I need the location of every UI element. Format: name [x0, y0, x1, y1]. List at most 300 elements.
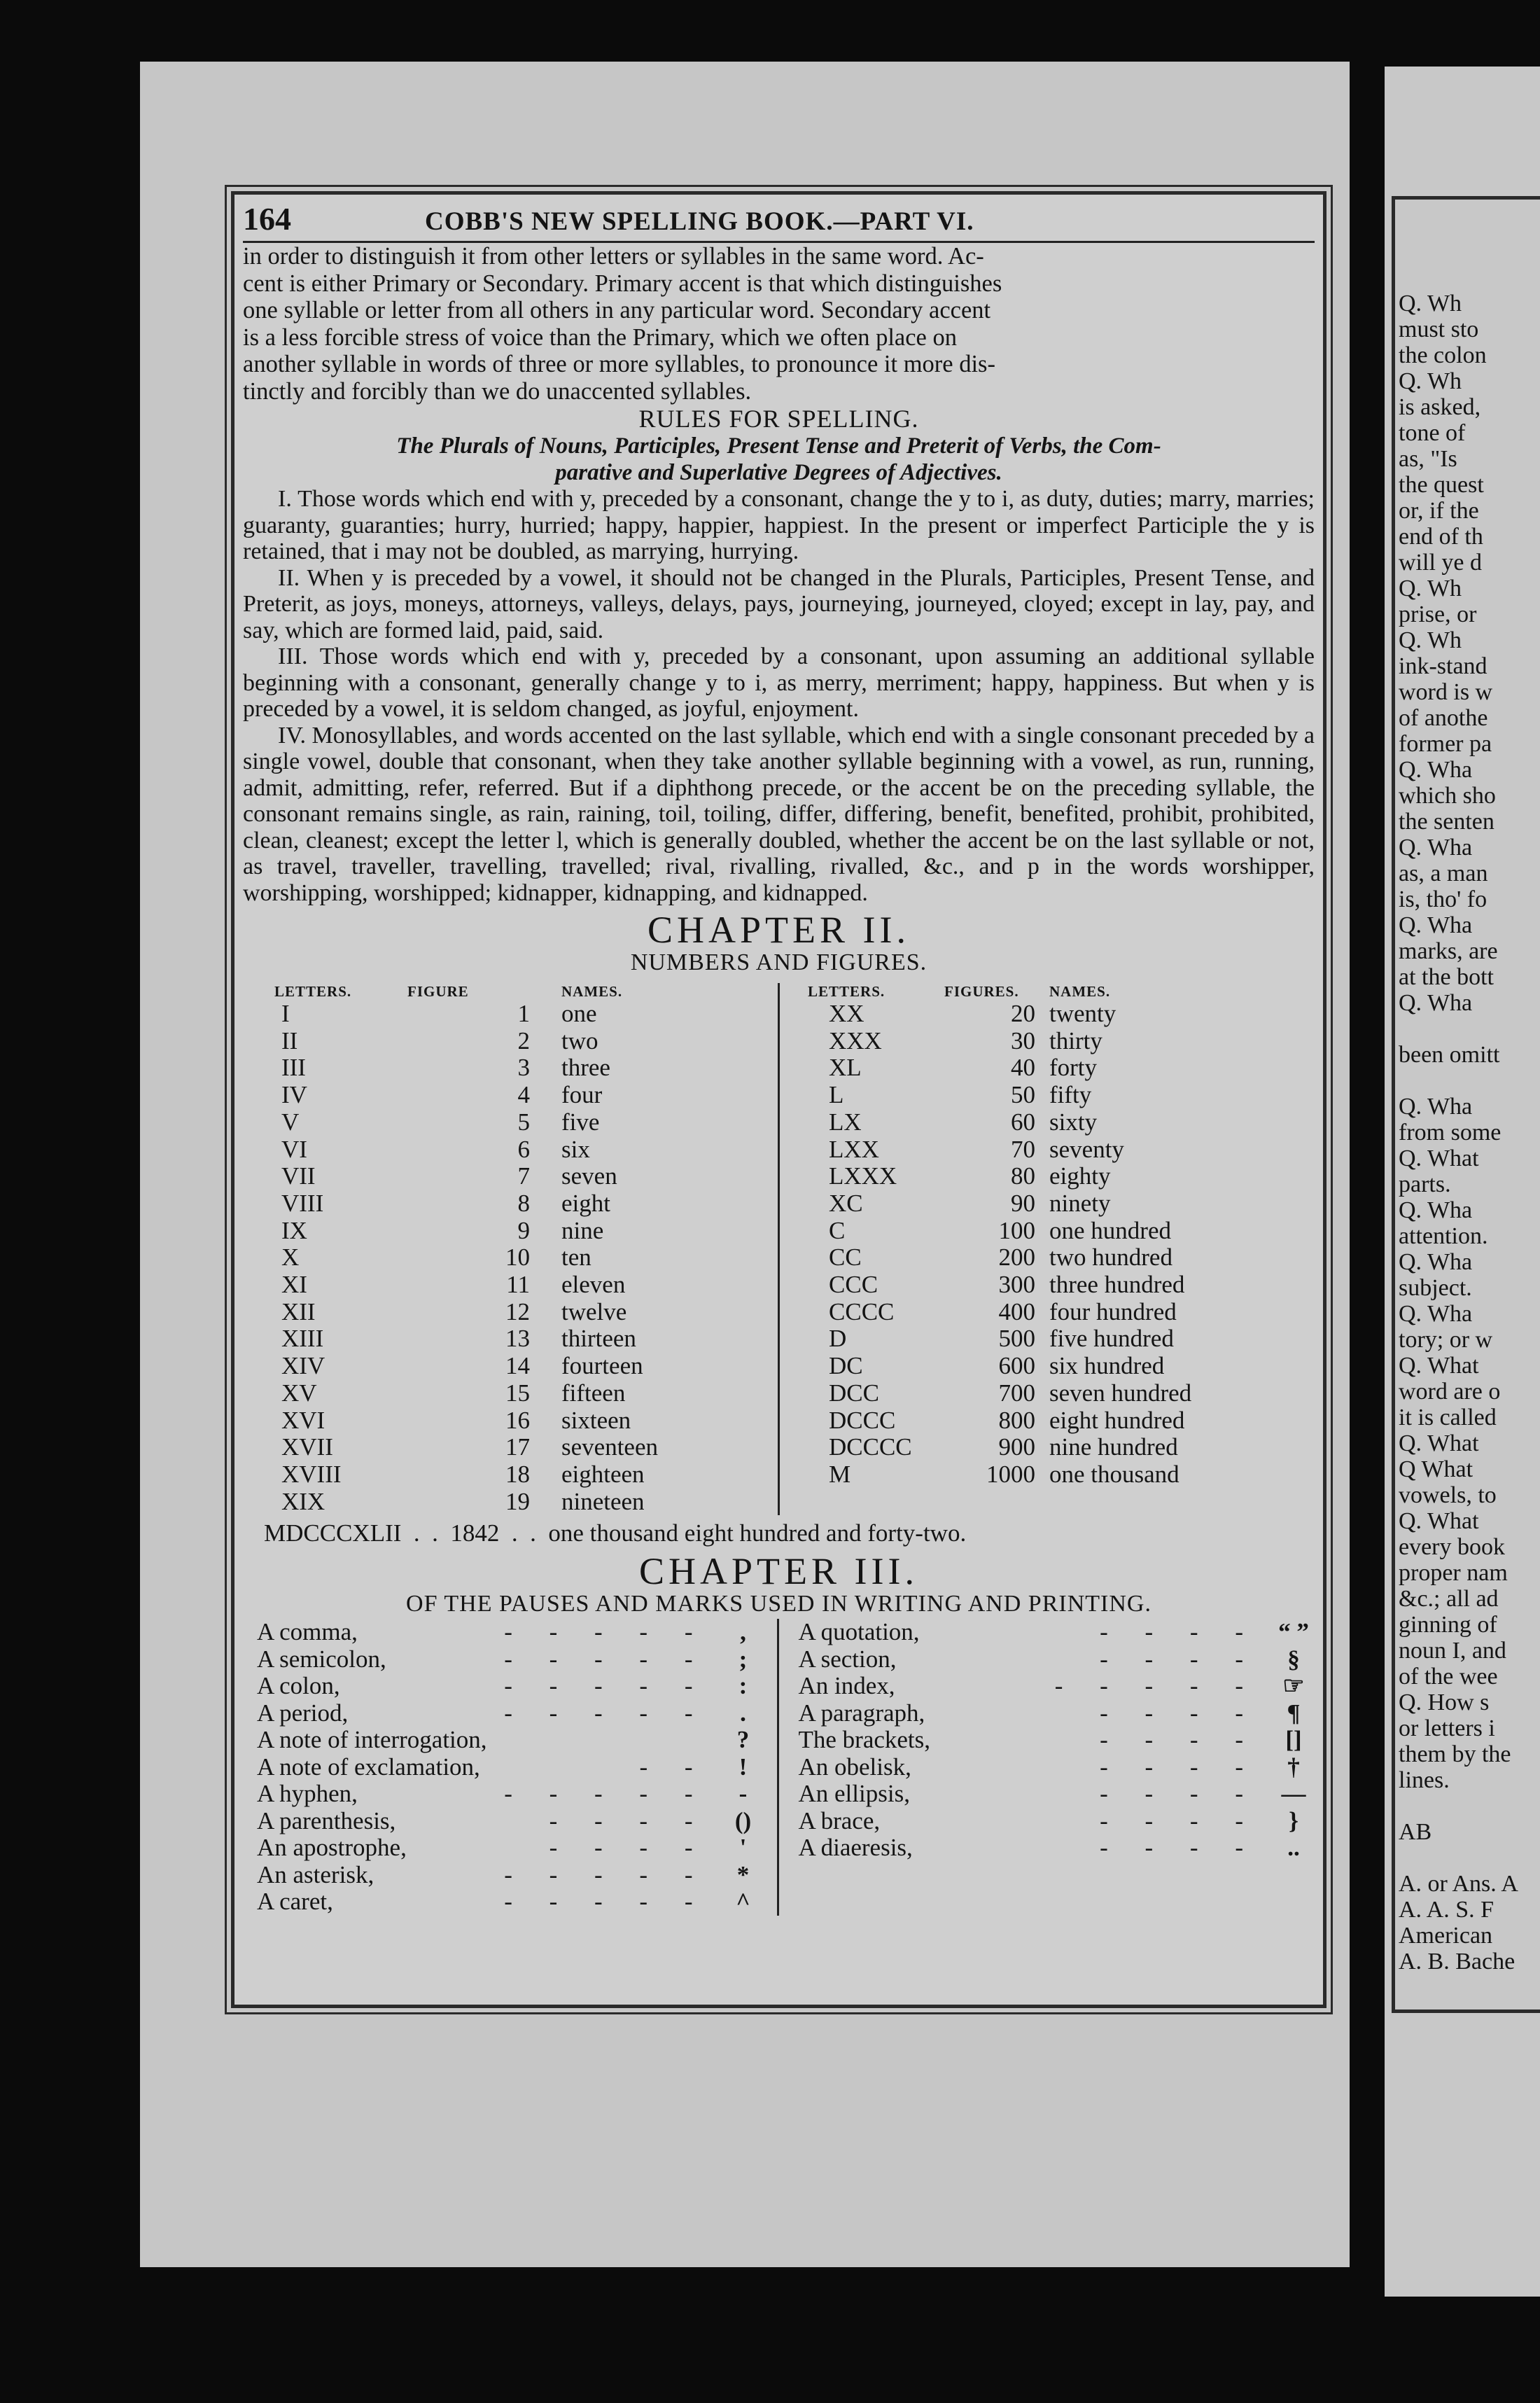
facing-text-line: parts. [1399, 1171, 1451, 1197]
pauses-table [243, 1619, 1315, 1916]
number-row [243, 1407, 778, 1435]
arabic-figure: 70 [1011, 1135, 1035, 1163]
page-number: 164 [243, 201, 291, 237]
number-row [243, 1190, 778, 1218]
number-name: sixty [1049, 1108, 1098, 1136]
facing-text-line: as, a man [1399, 861, 1488, 886]
facing-text-line: Q. Wha [1399, 835, 1473, 861]
mark-name: An obelisk, [798, 1753, 911, 1781]
roman-numeral: CCCC [829, 1297, 895, 1325]
mark-symbol: * [736, 1860, 750, 1888]
mark-symbol: † [1287, 1753, 1300, 1781]
intro-paragraph [243, 243, 1315, 405]
number-row [780, 1218, 1315, 1245]
number-row [780, 1461, 1315, 1489]
running-title: COBB'S NEW SPELLING BOOK.—PART VI. [425, 207, 974, 236]
number-name: eight hundred [1049, 1406, 1185, 1434]
arabic-figure: 13 [505, 1325, 530, 1353]
number-name: fifty [1049, 1081, 1092, 1109]
facing-text-line: it is called [1399, 1405, 1497, 1430]
mark-name: A brace, [798, 1806, 881, 1834]
col-header-names: NAMES. [561, 983, 623, 1000]
facing-text-line: the quest [1399, 472, 1484, 498]
roman-numeral: IV [281, 1081, 307, 1109]
number-row [243, 1163, 778, 1190]
mark-name: A colon, [257, 1672, 340, 1700]
mark-name: A note of exclamation, [257, 1753, 480, 1781]
leader-dots: - - - - - [1054, 1673, 1259, 1700]
number-row [243, 1380, 778, 1407]
facing-text-line: Q. What [1399, 1353, 1479, 1379]
mark-symbol: [] [1285, 1726, 1302, 1754]
pause-row [243, 1808, 764, 1835]
numbers-column-left [243, 983, 780, 1515]
number-name: forty [1049, 1054, 1098, 1082]
number-name: seventeen [561, 1433, 658, 1461]
facing-text-line: every book [1399, 1534, 1506, 1560]
number-name: ninety [1049, 1189, 1111, 1217]
roman-numeral: DCCC [829, 1406, 896, 1434]
leader-dots: - - - - - [504, 1781, 708, 1808]
mark-name: An ellipsis, [798, 1780, 910, 1808]
facing-text-line: AB [1399, 1819, 1432, 1845]
roman-numeral: XIX [281, 1487, 326, 1515]
number-row [243, 1434, 778, 1461]
number-row [780, 1380, 1315, 1407]
number-row [780, 1325, 1315, 1353]
pause-row [243, 1862, 764, 1889]
leader-dots: - - - - [1100, 1727, 1259, 1754]
number-name: thirteen [561, 1325, 636, 1353]
number-name: one thousand [1049, 1460, 1180, 1488]
arabic-figure: 7 [517, 1162, 530, 1190]
pauses-column-left [243, 1619, 779, 1916]
roman-numeral: V [281, 1108, 300, 1136]
arabic-figure: 5 [517, 1108, 530, 1136]
leader-dots: - - - - [549, 1834, 708, 1862]
mark-name: The brackets, [798, 1726, 931, 1754]
roman-numeral: M [829, 1460, 851, 1488]
page-gutter [1350, 67, 1385, 2321]
arabic-figure: 80 [1011, 1162, 1035, 1190]
mark-name: An apostrophe, [257, 1834, 407, 1862]
facing-text-line: marks, are [1399, 938, 1498, 964]
leader-dots: - - - - - [504, 1888, 708, 1916]
chapter-2-heading: CHAPTER II. [648, 909, 910, 951]
mark-name: A caret, [257, 1888, 333, 1916]
roman-numeral: C [829, 1216, 846, 1244]
facing-text-line: Q. Wha [1399, 1197, 1473, 1223]
facing-text-line: Q. Wha [1399, 1249, 1473, 1275]
mark-symbol: .. [1287, 1834, 1300, 1862]
number-row [780, 1028, 1315, 1055]
year-example: MDCCCXLII . . 1842 . . one thousand eight hundred and forty-two. [264, 1519, 967, 1547]
facing-text-line: A. A. S. F [1399, 1897, 1494, 1923]
leader-dots: - - - - [1100, 1753, 1259, 1781]
arabic-figure: 8 [517, 1189, 530, 1217]
chapter-2-subtitle: NUMBERS AND FIGURES. [630, 949, 927, 975]
facing-text-line: ink-stand [1399, 653, 1488, 679]
mark-symbol: () [734, 1806, 752, 1834]
number-row [243, 1461, 778, 1489]
running-header [243, 200, 1315, 243]
mark-symbol: — [1281, 1780, 1306, 1808]
number-name: eighteen [561, 1460, 645, 1488]
col-header-figure: FIGURE [407, 983, 469, 1000]
roman-numeral: XVI [281, 1406, 326, 1434]
facing-text-line: the colon [1399, 342, 1487, 368]
number-row [780, 1136, 1315, 1164]
roman-numeral: DCC [829, 1379, 879, 1407]
number-name: fourteen [561, 1352, 643, 1380]
arabic-figure: 3 [517, 1054, 530, 1082]
text-line: cent is either Primary or Secondary. Primary accent is that which distinguishes [243, 270, 1002, 297]
roman-numeral: XIII [281, 1325, 324, 1353]
book-page [140, 62, 1350, 2267]
leader-dots: - - - - [1100, 1645, 1259, 1673]
facing-text-line: Q. Wh [1399, 576, 1462, 601]
facing-text-line: Q. How s [1399, 1690, 1490, 1715]
roman-numeral: XVIII [281, 1460, 342, 1488]
facing-text-line: of anothe [1399, 705, 1488, 731]
arabic-figure: 500 [998, 1325, 1035, 1353]
numbers-rows-left [243, 1001, 778, 1515]
facing-text-line: of the wee [1399, 1664, 1498, 1690]
leader-dots: - - - - [1100, 1807, 1259, 1834]
arabic-figure: 20 [1011, 1000, 1035, 1027]
facing-text-line: Q. Wh [1399, 627, 1462, 653]
roman-numeral: LXX [829, 1135, 879, 1163]
roman-numeral: XX [829, 1000, 864, 1027]
pause-row [799, 1727, 1315, 1754]
facing-text-line: A. or Ans. A [1399, 1871, 1518, 1897]
number-name: two [561, 1026, 598, 1054]
facing-text-line: or letters i [1399, 1715, 1495, 1741]
facing-text-line: Q. What [1399, 1508, 1479, 1534]
roman-numeral: L [829, 1081, 844, 1109]
leader-dots: - - - - - [504, 1861, 708, 1888]
arabic-figure: 1 [517, 1000, 530, 1027]
arabic-figure: 60 [1011, 1108, 1035, 1136]
pause-row [799, 1781, 1315, 1808]
number-row [780, 1082, 1315, 1109]
number-name: eleven [561, 1271, 626, 1299]
page-border [231, 191, 1326, 2008]
roman-numeral: III [281, 1054, 306, 1082]
roman-numeral: XL [829, 1054, 862, 1082]
number-name: thirty [1049, 1026, 1102, 1054]
facing-text-line [1399, 1845, 1518, 1871]
text-line: is a less forcible stress of voice than the Primary, which we often place on [243, 323, 957, 351]
number-row [780, 1190, 1315, 1218]
facing-text-line: Q. Wha [1399, 1094, 1473, 1120]
number-name: nine [561, 1216, 604, 1244]
roman-numeral: XII [281, 1297, 316, 1325]
numbers-rows-right [780, 1001, 1315, 1489]
facing-text-line: vowels, to [1399, 1482, 1497, 1508]
mark-symbol: - [738, 1780, 748, 1808]
facing-text-line: them by the [1399, 1741, 1511, 1767]
col-header-figures: FIGURES. [944, 983, 1019, 1000]
text-line: in order to distinguish it from other letters or syllables in the same word. Ac- [243, 243, 984, 270]
facing-text-line: is, tho' fo [1399, 886, 1488, 912]
roman-numeral: DC [829, 1352, 863, 1380]
number-row [780, 1109, 1315, 1136]
mark-name: A comma, [257, 1618, 358, 1646]
roman-numeral: XV [281, 1379, 317, 1407]
arabic-figure: 800 [998, 1406, 1035, 1434]
number-name: one hundred [1049, 1216, 1171, 1244]
roman-numeral: XVII [281, 1433, 333, 1461]
number-row [243, 1028, 778, 1055]
rule-2: II. When y is preceded by a vowel, it should not be changed in the Plurals, Participles, Present Tense, and Preterit, as joys, moneys, attorneys, valleys, delays, pays, journeying, journeyed, cloyed; except in lay, pay, and say, which are formed laid, paid, said. [243, 564, 1315, 643]
arabic-figure: 14 [505, 1352, 530, 1380]
arabic-figure: 30 [1011, 1026, 1035, 1054]
mark-name: A note of interrogation, [257, 1726, 487, 1754]
facing-text-line: must sto [1399, 316, 1479, 342]
facing-text-line: Q. Wha [1399, 912, 1473, 938]
number-name: four hundred [1049, 1297, 1177, 1325]
facing-text-line: proper nam [1399, 1560, 1508, 1586]
facing-text-line: Q. Wha [1399, 990, 1473, 1016]
number-row [780, 1054, 1315, 1082]
number-row [780, 1434, 1315, 1461]
number-name: nineteen [561, 1487, 645, 1515]
rules-heading: RULES FOR SPELLING. [638, 405, 919, 433]
roman-numeral: VIII [281, 1189, 324, 1217]
text-line: one syllable or letter from all others in any particular word. Secondary accent [243, 297, 991, 323]
facing-text-line: word are o [1399, 1379, 1501, 1405]
number-name: three [561, 1054, 610, 1082]
arabic-figure: 900 [998, 1433, 1035, 1461]
mark-name: A semicolon, [257, 1645, 386, 1673]
facing-text-line: been omitt [1399, 1042, 1500, 1068]
facing-text-line: word is w [1399, 679, 1493, 705]
mark-name: An asterisk, [257, 1860, 374, 1888]
leader-dots: - - - - [1100, 1781, 1259, 1808]
roman-numeral: DCCCC [829, 1433, 912, 1461]
facing-text-line [1399, 1068, 1518, 1094]
pause-row [799, 1834, 1315, 1862]
pause-row [243, 1781, 764, 1808]
facing-text-line: American [1399, 1923, 1493, 1949]
arabic-figure: 19 [505, 1487, 530, 1515]
number-name: eight [561, 1189, 610, 1217]
pause-row [243, 1619, 764, 1646]
number-name: two hundred [1049, 1244, 1172, 1272]
pause-row [799, 1646, 1315, 1673]
number-row [243, 1136, 778, 1164]
facing-text-line: as, "Is [1399, 446, 1457, 472]
facing-text-line: the senten [1399, 809, 1494, 835]
leader-dots: - - [639, 1753, 708, 1781]
facing-text-line: Q. What [1399, 1430, 1479, 1456]
mark-symbol: ¶ [1287, 1699, 1301, 1727]
number-name: nine hundred [1049, 1433, 1178, 1461]
facing-text-line: attention. [1399, 1223, 1488, 1249]
numbers-table [243, 983, 1315, 1515]
arabic-figure: 18 [505, 1460, 530, 1488]
arabic-figure: 12 [505, 1297, 530, 1325]
arabic-figure: 50 [1011, 1081, 1035, 1109]
leader-dots: - - - - [549, 1807, 708, 1834]
facing-text-line: Q. Wh [1399, 291, 1462, 316]
pause-row [799, 1754, 1315, 1781]
leader-dots: - - - - - [504, 1645, 708, 1673]
number-name: six [561, 1135, 590, 1163]
mark-name: A section, [798, 1645, 897, 1673]
number-row [243, 1054, 778, 1082]
arabic-figure: 9 [517, 1216, 530, 1244]
pause-row [243, 1673, 764, 1700]
facing-text-line: ginning of [1399, 1612, 1497, 1638]
facing-text-line: from some [1399, 1120, 1502, 1145]
number-name: sixteen [561, 1406, 631, 1434]
pause-row [243, 1834, 764, 1862]
facing-page-text [1399, 291, 1518, 1974]
number-row [780, 1001, 1315, 1028]
arabic-figure: 2 [517, 1026, 530, 1054]
col-header-letters: LETTERS. [808, 983, 886, 1000]
pause-row [243, 1700, 764, 1727]
pauses-column-right [779, 1619, 1315, 1916]
number-row [243, 1489, 778, 1516]
pause-row [243, 1754, 764, 1781]
facing-text-line: A. B. Bache [1399, 1949, 1516, 1974]
roman-numeral: LX [829, 1108, 862, 1136]
arabic-figure: 1000 [986, 1460, 1035, 1488]
roman-numeral: XC [829, 1189, 863, 1217]
mark-symbol: ^ [736, 1888, 750, 1916]
number-name: five [561, 1108, 600, 1136]
facing-text-line: &c.; all ad [1399, 1586, 1499, 1612]
mark-name: A paragraph, [798, 1699, 925, 1727]
number-name: fifteen [561, 1379, 626, 1407]
arabic-figure: 600 [998, 1352, 1035, 1380]
leader-dots: - - - - - [504, 1619, 708, 1646]
pause-row [799, 1673, 1315, 1700]
rules-subtitle: parative and Superlative Degrees of Adjectives. [555, 460, 1002, 485]
facing-text-line: is asked, [1399, 394, 1481, 420]
roman-numeral: XI [281, 1271, 307, 1299]
roman-numeral: XXX [829, 1026, 882, 1054]
col-header-names: NAMES. [1049, 983, 1111, 1000]
number-row [780, 1163, 1315, 1190]
number-row [243, 1325, 778, 1353]
rule-3: III. Those words which end with y, preceded by a consonant, upon assuming an additional syllable beginning with a consonant, generally change y to i, as merry, merriment; happy, happiness. But when y is preceded by a vowel, it is seldom changed, as joyful, enjoyment. [243, 643, 1315, 722]
facing-text-line: noun I, and [1399, 1638, 1506, 1664]
rules-subtitle: The Plurals of Nouns, Participles, Present Tense and Preterit of Verbs, the Com- [396, 433, 1161, 459]
facing-text-line: end of th [1399, 524, 1483, 550]
arabic-figure: 700 [998, 1379, 1035, 1407]
facing-text-line: former pa [1399, 731, 1492, 757]
leader-dots: - - - - [1100, 1619, 1259, 1646]
number-row [243, 1244, 778, 1272]
roman-numeral: X [281, 1244, 300, 1272]
roman-numeral: VII [281, 1162, 316, 1190]
number-row [243, 1353, 778, 1380]
facing-text-line: Q. Wha [1399, 757, 1473, 783]
roman-numeral: II [281, 1026, 298, 1054]
number-name: three hundred [1049, 1271, 1185, 1299]
arabic-figure: 400 [998, 1297, 1035, 1325]
mark-symbol: ; [738, 1645, 748, 1673]
number-row [243, 1082, 778, 1109]
mark-name: A hyphen, [257, 1780, 358, 1808]
number-row [780, 1353, 1315, 1380]
mark-name: A period, [257, 1699, 349, 1727]
number-name: ten [561, 1244, 592, 1272]
facing-text-line: or, if the [1399, 498, 1479, 524]
pause-row [243, 1646, 764, 1673]
arabic-figure: 11 [506, 1271, 530, 1299]
rule-1: I. Those words which end with y, preceded by a consonant, change the y to i, as duty, duties; marry, marries; guaranty, guaranties; hurry, hurried; happy, happier, happiest. In the present or imperfect Participle the y is retained, that i may not be doubled, as marrying, hurrying. [243, 486, 1315, 564]
chapter-3-heading: CHAPTER III. [639, 1550, 918, 1593]
arabic-figure: 100 [998, 1216, 1035, 1244]
number-row [243, 1001, 778, 1028]
number-name: six hundred [1049, 1352, 1165, 1380]
pause-row [799, 1619, 1315, 1646]
number-row [780, 1272, 1315, 1299]
number-row [243, 1272, 778, 1299]
mark-symbol: ☞ [1282, 1672, 1305, 1700]
mark-symbol: “ ” [1278, 1618, 1309, 1646]
pause-row [243, 1888, 764, 1916]
mark-name: A parenthesis, [257, 1806, 396, 1834]
number-name: twelve [561, 1297, 627, 1325]
mark-symbol: ! [738, 1753, 748, 1781]
arabic-figure: 40 [1011, 1054, 1035, 1082]
number-name: twenty [1049, 1000, 1116, 1027]
leader-dots: - - - - - [504, 1673, 708, 1700]
mark-name: A diaeresis, [798, 1834, 913, 1862]
leader-dots [487, 1727, 722, 1754]
roman-numeral: D [829, 1325, 847, 1353]
roman-numeral: CCC [829, 1271, 878, 1299]
chapter-3-subtitle: OF THE PAUSES AND MARKS USED IN WRITING AND PRINTING. [406, 1591, 1152, 1617]
arabic-figure: 10 [505, 1244, 530, 1272]
mark-symbol: § [1287, 1645, 1300, 1673]
page-content [243, 200, 1315, 1999]
roman-numeral: I [281, 1000, 290, 1027]
leader-dots: - - - - [1100, 1699, 1259, 1727]
number-name: five hundred [1049, 1325, 1174, 1353]
mark-name: A quotation, [798, 1618, 920, 1646]
facing-text-line: subject. [1399, 1275, 1472, 1301]
facing-text-line [1399, 1793, 1518, 1819]
column-headers [243, 983, 778, 1001]
number-row [780, 1407, 1315, 1435]
number-row [780, 1244, 1315, 1272]
arabic-figure: 16 [505, 1406, 530, 1434]
arabic-figure: 90 [1011, 1189, 1035, 1217]
roman-numeral: XIV [281, 1352, 326, 1380]
facing-text-line: lines. [1399, 1767, 1450, 1793]
mark-symbol: , [740, 1618, 746, 1646]
facing-text-line: Q. Wha [1399, 1301, 1473, 1327]
mark-name: An index, [798, 1672, 895, 1700]
facing-text-line: Q. Wh [1399, 368, 1462, 394]
number-row [243, 1299, 778, 1326]
mark-symbol: ' [739, 1834, 747, 1862]
arabic-figure: 200 [998, 1244, 1035, 1272]
leader-dots: - - - - - [504, 1699, 708, 1727]
arabic-figure: 4 [517, 1081, 530, 1109]
mark-symbol: } [1289, 1806, 1298, 1834]
mark-symbol: : [738, 1672, 748, 1700]
facing-text-line: which sho [1399, 783, 1496, 809]
roman-numeral: VI [281, 1135, 307, 1163]
